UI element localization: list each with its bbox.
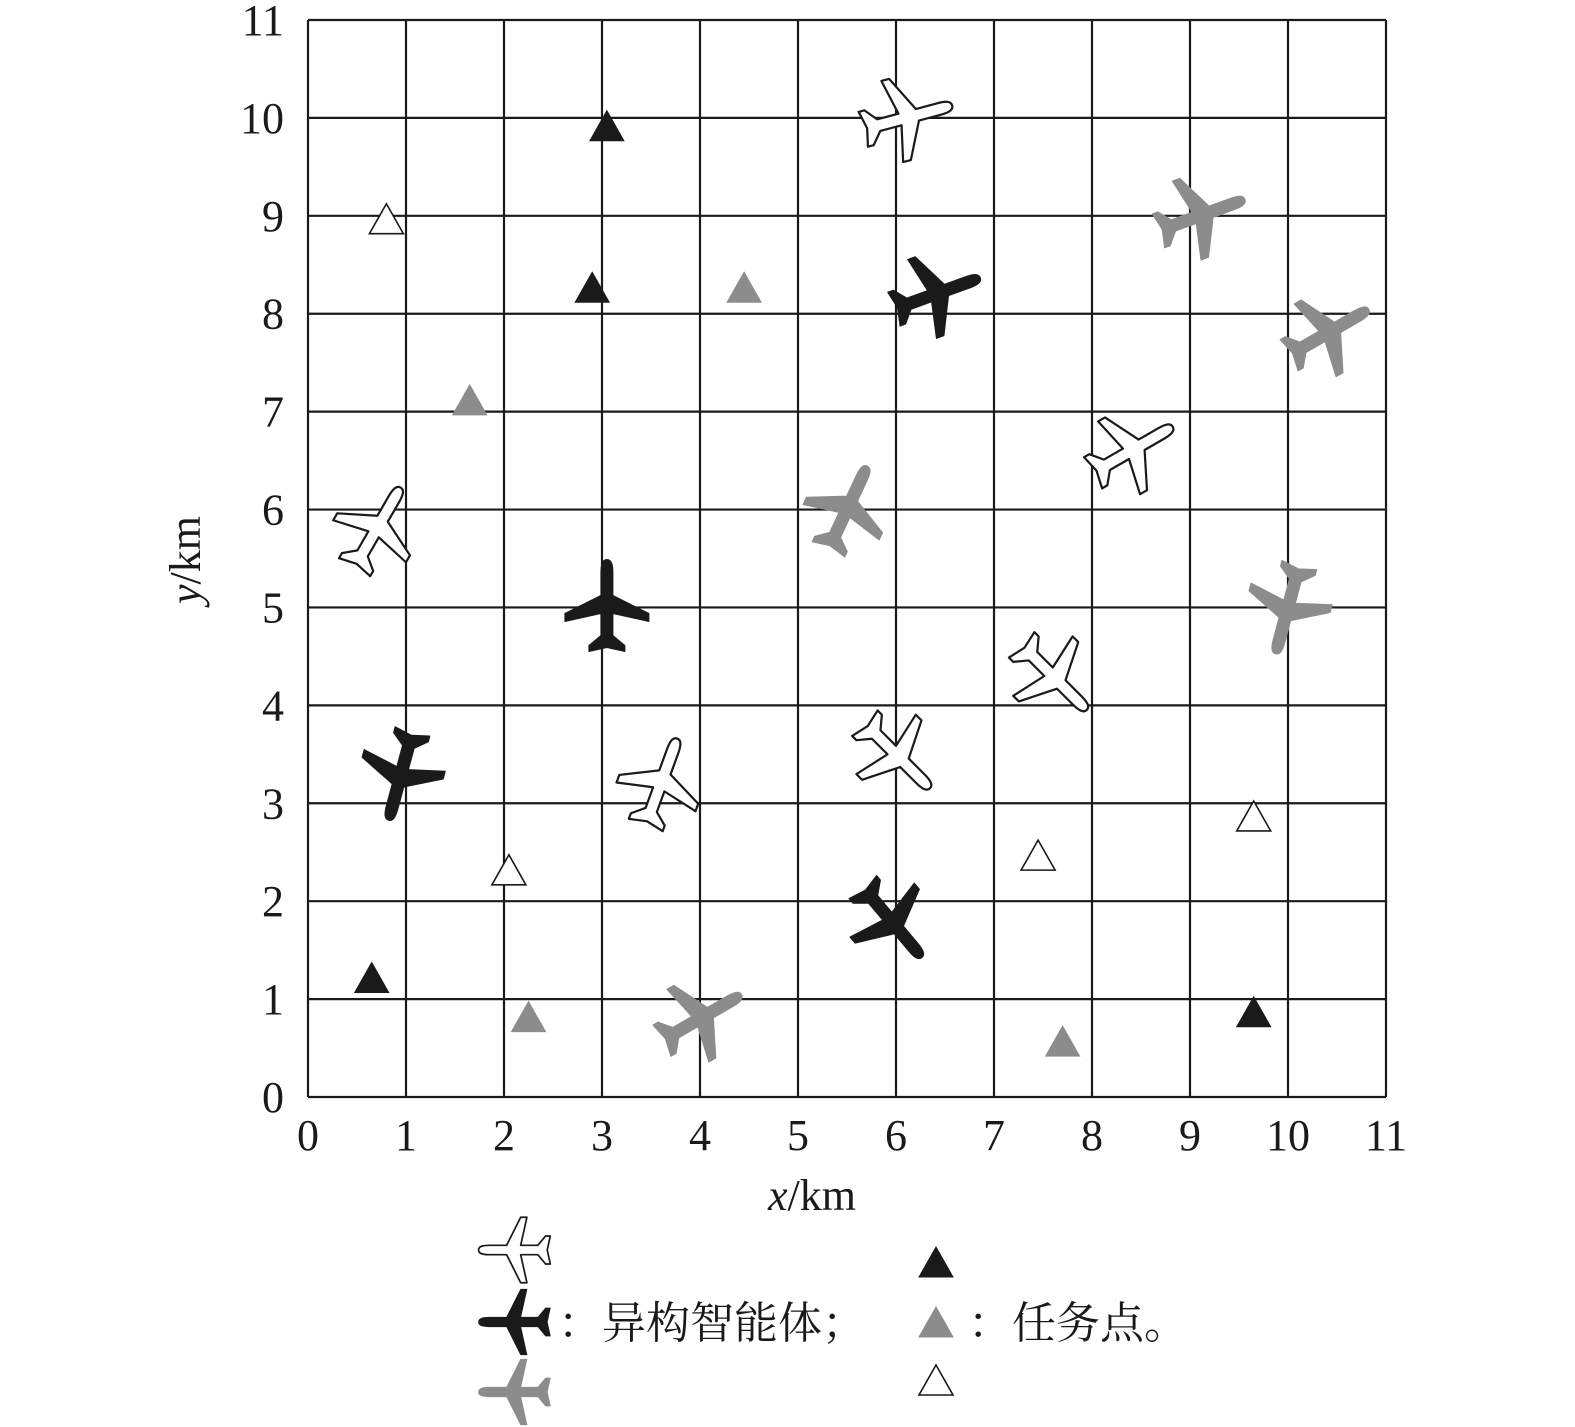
task-black-point xyxy=(355,963,389,993)
x-tick-label: 7 xyxy=(983,1111,1005,1160)
task-white-point xyxy=(369,204,403,234)
y-tick-label: 11 xyxy=(241,0,284,45)
task-black-point xyxy=(590,111,624,141)
y-tick-label: 2 xyxy=(262,877,284,927)
task-gray-point xyxy=(727,272,761,302)
x-tick-label: 4 xyxy=(689,1111,711,1160)
agent-black-point xyxy=(348,721,453,832)
legend-agent-icons xyxy=(479,1217,551,1425)
y-tick-label: 10 xyxy=(240,93,284,143)
task-black-point xyxy=(575,272,609,302)
task-gray-point xyxy=(1046,1026,1080,1056)
y-tick-label: 4 xyxy=(262,681,284,731)
legend-agent-label: ：异构智能体； xyxy=(558,1298,866,1349)
x-tick-label: 9 xyxy=(1179,1111,1201,1160)
x-tick-label: 0 xyxy=(297,1111,319,1160)
legend-task-icons xyxy=(919,1247,953,1395)
x-tick-label: 11 xyxy=(1364,1111,1408,1160)
y-axis-label: y/km xyxy=(161,516,210,604)
legend-agent-gray-icon xyxy=(479,1359,551,1425)
agent-black-point xyxy=(565,559,649,651)
x-axis-label: x/km xyxy=(768,1171,856,1220)
x-tick-label: 2 xyxy=(493,1111,515,1160)
agent-gray-point xyxy=(790,448,905,567)
y-tick-label: 5 xyxy=(262,583,284,633)
x-tick-label: 1 xyxy=(395,1111,417,1160)
task-white-point xyxy=(492,855,526,885)
task-gray-point xyxy=(453,385,487,415)
agent-gray-point xyxy=(1268,273,1390,392)
task-black-point xyxy=(1237,997,1271,1027)
x-tick-label: 5 xyxy=(787,1111,809,1160)
y-tick-label: 1 xyxy=(262,975,284,1025)
agent-white-point xyxy=(992,615,1116,739)
x-tick-label: 6 xyxy=(885,1111,907,1160)
legend-task-gray-icon xyxy=(919,1307,953,1337)
y-tick-label: 8 xyxy=(262,289,284,339)
y-tick-label: 6 xyxy=(262,485,284,535)
y-tick-label: 9 xyxy=(262,191,284,241)
y-tick-label: 3 xyxy=(262,779,284,829)
legend-agent-white-icon xyxy=(479,1217,551,1283)
x-tick-label: 3 xyxy=(591,1111,613,1160)
x-axis-ticks xyxy=(297,1111,1407,1160)
legend-task-white-icon xyxy=(919,1365,953,1395)
agent-white-point xyxy=(1072,390,1194,509)
y-tick-label: 0 xyxy=(262,1073,284,1122)
grid xyxy=(308,20,1386,1097)
agent-black-point xyxy=(831,860,954,984)
agent-white-point xyxy=(318,467,437,589)
x-tick-label: 10 xyxy=(1266,1111,1310,1160)
task-white-point xyxy=(1021,840,1055,870)
legend xyxy=(479,1217,1188,1425)
x-tick-label: 8 xyxy=(1081,1111,1103,1160)
legend-task-label: ：任务点。 xyxy=(968,1298,1188,1349)
legend-task-black-icon xyxy=(919,1247,953,1277)
task-white-point xyxy=(1237,801,1271,831)
task-gray-point xyxy=(512,1002,546,1032)
y-axis-ticks xyxy=(240,0,284,1122)
legend-agent-black-icon xyxy=(479,1289,551,1355)
agent-gray-point xyxy=(641,958,763,1077)
agent-white-point xyxy=(835,694,959,818)
y-tick-label: 7 xyxy=(262,387,284,437)
